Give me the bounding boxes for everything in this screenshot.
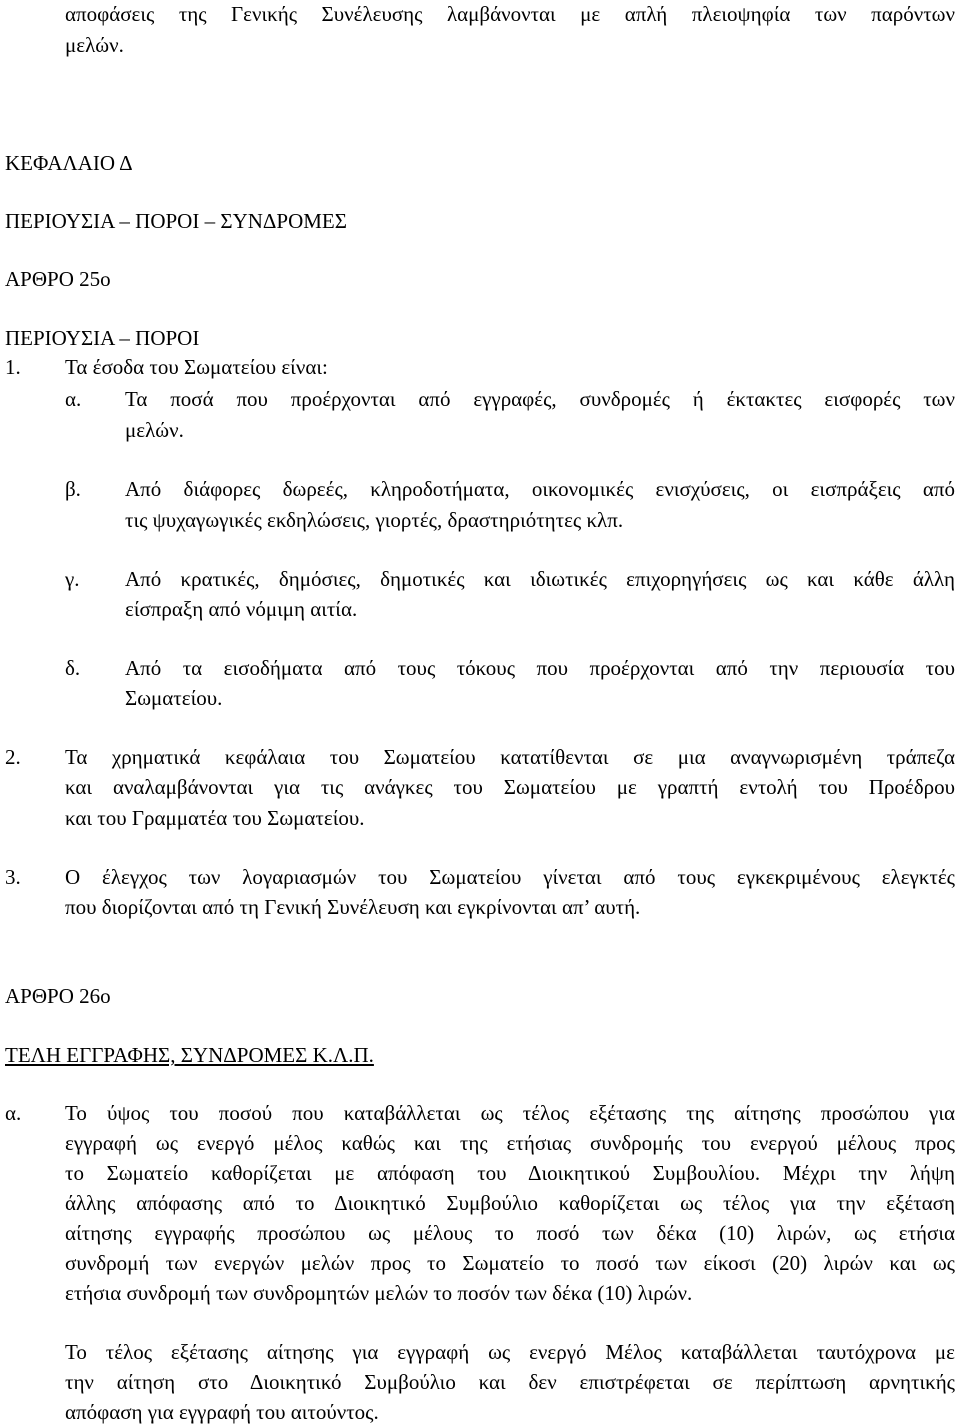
article-26-a-line-7: ετήσια συνδρομή των συνδρομητών μελών το ποσόν των δέκα (10) λιρών. (65, 1281, 693, 1305)
paragraph-3-line-2: που διορίζονται από τη Γενική Συνέλευση και εγκρίνονται απ’ αυτή. (65, 895, 641, 919)
article-26-b-line-2: την αίτηση στο Διοικητικό Συμβούλιο και δεν επιστρέφεται σε περίπτωση αρνητικής (65, 1370, 955, 1394)
article-26-a-line-4: άλλης απόφασης από το Διοικητικό Συμβούλιο καθορίζεται ως τέλος για την εξέταση (65, 1191, 955, 1215)
article-26-b-line-1: Το τέλος εξέτασης αίτησης για εγγραφή ως ενεργό Μέλος καταβάλλεται ταυτόχρονα με (65, 1340, 955, 1364)
item-a-label: α. (65, 387, 82, 411)
paragraph-3-number: 3. (5, 865, 21, 889)
chapter-title: ΚΕΦΑΛΑΙΟ Δ (5, 151, 133, 175)
article-26-a-label: α. (5, 1101, 22, 1125)
paragraph-3-line-1: Ο έλεγχος των λογαριασμών του Σωματείου γίνεται από τους εγκεκριμένους ελεγκτές (65, 865, 955, 889)
chapter-subtitle: ΠΕΡΙΟΥΣΙΑ – ΠΟΡΟΙ – ΣΥΝΔΡΟΜΕΣ (5, 209, 347, 233)
article-26-a-line-3: το Σωματείο καθορίζεται με απόφαση του Διοικητικού Συμβουλίου. Μέχρι την λήψη (65, 1161, 955, 1185)
article-26-a-line-6: συνδρομή των ενεργών μελών προς το Σωματείο το ποσό των είκοσι (20) λιρών και ως (65, 1251, 955, 1275)
item-a-line-2: μελών. (125, 418, 184, 442)
paragraph-2-number: 2. (5, 745, 21, 769)
item-c-label: γ. (65, 567, 80, 591)
item-d-line-2: Σωματείου. (125, 686, 223, 710)
paragraph-1-number: 1. (5, 355, 21, 379)
article-25-heading: ΑΡΘΡΟ 25ο (5, 267, 111, 291)
item-b-label: β. (65, 477, 81, 501)
article-25-subheading: ΠΕΡΙΟΥΣΙΑ – ΠΟΡΟΙ (5, 326, 200, 350)
item-d-label: δ. (65, 656, 81, 680)
intro-line-2: μελών. (65, 33, 124, 57)
item-c-line-1: Από κρατικές, δημόσιες, δημοτικές και ιδιωτικές επιχορηγήσεις ως και κάθε άλλη (125, 567, 955, 591)
article-26-a-line-1: Το ύψος του ποσού που καταβάλλεται ως τέλος εξέτασης της αίτησης προσώπου για (65, 1101, 955, 1125)
item-b-line-1: Από διάφορες δωρεές, κληροδοτήματα, οικονομικές ενισχύσεις, οι εισπράξεις από (125, 477, 955, 501)
article-26-b-line-3: απόφαση για εγγραφή του αιτούντος. (65, 1400, 379, 1424)
item-a-line-1: Τα ποσά που προέρχονται από εγγραφές, συνδρομές ή έκτακτες εισφορές των (125, 387, 955, 411)
article-26-subheading: ΤΕΛΗ ΕΓΓΡΑΦΗΣ, ΣΥΝΔΡΟΜΕΣ Κ.Λ.Π. (5, 1043, 374, 1067)
article-26-a-line-2: εγγραφή ως ενεργό μέλος καθώς και της ετήσιας συνδρομής του ενεργού μέλους προς (65, 1131, 955, 1155)
paragraph-2-line-1: Τα χρηματικά κεφάλαια του Σωματείου κατατίθενται σε μια αναγνωρισμένη τράπεζα (65, 745, 955, 769)
article-26-a-line-5: αίτησης εγγραφής προσώπου ως μέλους το ποσό των δέκα (10) λιρών, ως ετήσια (65, 1221, 955, 1245)
item-c-line-2: είσπραξη από νόμιμη αιτία. (125, 597, 358, 621)
paragraph-2-line-3: και του Γραμματέα του Σωματείου. (65, 806, 365, 830)
intro-line-1: αποφάσεις της Γενικής Συνέλευσης λαμβάνονται με απλή πλειοψηφία των παρόντων (65, 2, 955, 26)
article-26-heading: ΑΡΘΡΟ 26ο (5, 984, 111, 1008)
paragraph-2-line-2: και αναλαμβάνονται για τις ανάγκες του Σωματείου με γραπτή εντολή του Προέδρου (65, 775, 955, 799)
item-d-line-1: Από τα εισοδήματα από τους τόκους που προέρχονται από την περιουσία του (125, 656, 955, 680)
item-b-line-2: τις ψυχαγωγικές εκδηλώσεις, γιορτές, δραστηριότητες κλπ. (125, 508, 624, 532)
paragraph-1-text: Τα έσοδα του Σωματείου είναι: (65, 355, 328, 379)
